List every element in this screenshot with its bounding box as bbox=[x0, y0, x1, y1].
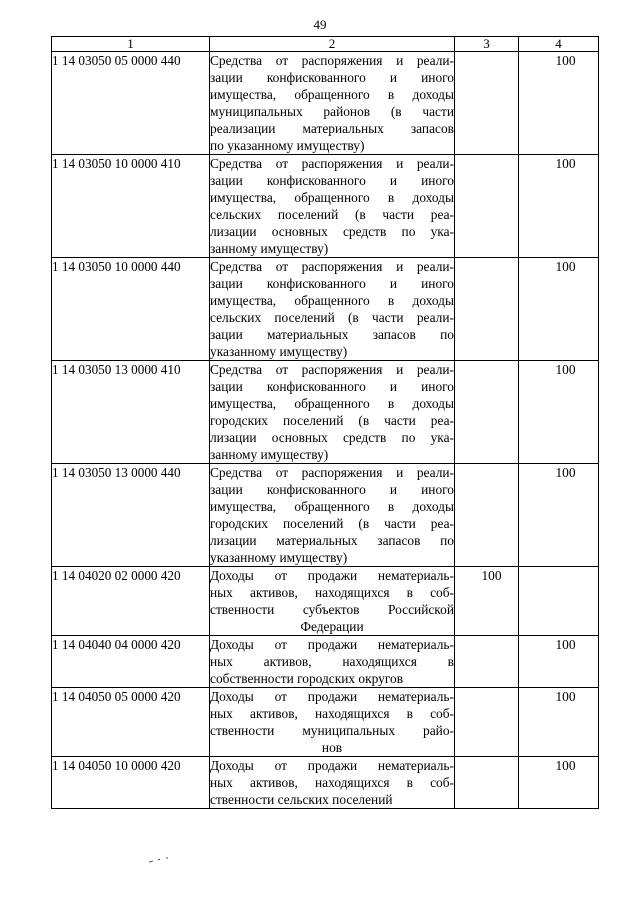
budget-code-cell: 1 14 03050 10 0000 440 bbox=[52, 258, 210, 361]
description-line: Доходы от продажи нематериаль- bbox=[210, 637, 454, 652]
description-line: указанному имуществу) bbox=[210, 550, 348, 565]
table-row bbox=[52, 52, 599, 155]
budget-code-cell: 1 14 04050 10 0000 420 bbox=[52, 757, 210, 809]
description-line: лизации материальных запасов по bbox=[210, 533, 454, 548]
column-4-value: 100 bbox=[555, 465, 576, 480]
budget-code-cell: 1 14 04020 02 0000 420 bbox=[52, 567, 210, 636]
description-line: зации конфискованного и иного bbox=[210, 379, 454, 394]
description-line: Федерации bbox=[300, 619, 364, 634]
column-4-cell bbox=[519, 258, 599, 361]
column-3-cell bbox=[455, 636, 519, 688]
column-4-cell bbox=[519, 361, 599, 464]
description-line: Средства от распоряжения и реали- bbox=[210, 362, 454, 377]
description-line: ственности субъектов Российской bbox=[210, 602, 454, 617]
column-4-cell bbox=[519, 464, 599, 567]
description-line: зации конфискованного и иного bbox=[210, 173, 454, 188]
description-cell bbox=[210, 155, 455, 258]
description-line: ных активов, находящихся в соб- bbox=[210, 706, 454, 721]
description-line: Доходы от продажи нематериаль- bbox=[210, 758, 454, 773]
description-line: имущества, обращенного в доходы bbox=[210, 293, 454, 308]
column-4-cell bbox=[519, 52, 599, 155]
column-4-cell bbox=[519, 636, 599, 688]
description-line: ственности муниципальных райо- bbox=[210, 723, 454, 738]
description-cell bbox=[210, 688, 455, 757]
column-4-cell bbox=[519, 688, 599, 757]
table-row bbox=[52, 688, 599, 757]
description-line: реализации материальных запасов bbox=[210, 121, 454, 136]
description-line: занному имуществу) bbox=[210, 447, 329, 462]
column-4-value: 100 bbox=[555, 637, 576, 652]
budget-code-cell: 1 14 03050 10 0000 410 bbox=[52, 155, 210, 258]
description-cell bbox=[210, 757, 455, 809]
column-4-cell bbox=[519, 155, 599, 258]
ink-mark bbox=[148, 857, 176, 863]
revenue-table bbox=[51, 36, 599, 809]
description-line: зации конфискованного и иного bbox=[210, 70, 454, 85]
description-line: ственности сельских поселений bbox=[210, 792, 393, 807]
column-3-cell bbox=[455, 258, 519, 361]
description-line: Доходы от продажи нематериаль- bbox=[210, 689, 454, 704]
description-line: Средства от распоряжения и реали- bbox=[210, 156, 454, 171]
column-4-value: 100 bbox=[555, 259, 576, 274]
column-3-value: 100 bbox=[481, 568, 502, 583]
budget-code-cell: 1 14 04040 04 0000 420 bbox=[52, 636, 210, 688]
description-line: по указанному имуществу) bbox=[210, 138, 365, 153]
description-cell bbox=[210, 361, 455, 464]
description-cell bbox=[210, 464, 455, 567]
description-line: ных активов, находящихся в соб- bbox=[210, 775, 454, 790]
description-line: лизации основных средств по ука- bbox=[210, 430, 454, 445]
budget-code-cell: 1 14 03050 13 0000 440 bbox=[52, 464, 210, 567]
table-row bbox=[52, 258, 599, 361]
description-line: зации конфискованного и иного bbox=[210, 482, 454, 497]
description-line: городских поселений (в части реа- bbox=[210, 516, 454, 531]
column-3-cell bbox=[455, 688, 519, 757]
page-number: 49 bbox=[313, 17, 327, 32]
description-cell bbox=[210, 258, 455, 361]
table-row bbox=[52, 636, 599, 688]
table-row bbox=[52, 567, 599, 636]
column-number-row bbox=[52, 37, 599, 52]
description-line: занному имуществу) bbox=[210, 241, 329, 256]
description-line: указанному имуществу) bbox=[210, 344, 348, 359]
column-header-4: 4 bbox=[519, 37, 599, 52]
budget-code-cell: 1 14 03050 05 0000 440 bbox=[52, 52, 210, 155]
column-3-cell bbox=[455, 52, 519, 155]
description-line: лизации основных средств по ука- bbox=[210, 224, 454, 239]
column-3-cell bbox=[455, 155, 519, 258]
description-line: имущества, обращенного в доходы bbox=[210, 190, 454, 205]
column-4-value: 100 bbox=[555, 689, 576, 704]
description-line: имущества, обращенного в доходы bbox=[210, 87, 454, 102]
column-4-cell bbox=[519, 757, 599, 809]
budget-code-cell: 1 14 04050 05 0000 420 bbox=[52, 688, 210, 757]
description-line: собственности городских округов bbox=[210, 671, 404, 686]
column-3-cell bbox=[455, 567, 519, 636]
table-body bbox=[52, 52, 599, 809]
description-line: ных активов, находящихся в bbox=[210, 654, 454, 669]
column-3-cell bbox=[455, 464, 519, 567]
budget-code-cell: 1 14 03050 13 0000 410 bbox=[52, 361, 210, 464]
description-line: имущества, обращенного в доходы bbox=[210, 396, 454, 411]
description-line: городских поселений (в части реа- bbox=[210, 413, 454, 428]
description-line: сельских поселений (в части реали- bbox=[210, 310, 454, 325]
column-header-1: 1 bbox=[52, 37, 210, 52]
column-header-3: 3 bbox=[455, 37, 519, 52]
table-row bbox=[52, 155, 599, 258]
description-line: Средства от распоряжения и реали- bbox=[210, 259, 454, 274]
column-3-cell bbox=[455, 361, 519, 464]
column-4-value: 100 bbox=[555, 362, 576, 377]
description-line: нов bbox=[321, 740, 343, 755]
table-row bbox=[52, 361, 599, 464]
description-line: зации материальных запасов по bbox=[210, 327, 454, 342]
description-line: муниципальных районов (в части bbox=[210, 104, 454, 119]
column-header-2: 2 bbox=[210, 37, 455, 52]
description-cell bbox=[210, 567, 455, 636]
description-line: ных активов, находящихся в соб- bbox=[210, 585, 454, 600]
description-line: имущества, обращенного в доходы bbox=[210, 499, 454, 514]
column-3-cell bbox=[455, 757, 519, 809]
column-4-value: 100 bbox=[555, 53, 576, 68]
description-line: Доходы от продажи нематериаль- bbox=[210, 568, 454, 583]
column-4-value: 100 bbox=[555, 156, 576, 171]
description-cell bbox=[210, 52, 455, 155]
description-line: сельских поселений (в части реа- bbox=[210, 207, 454, 222]
table-row bbox=[52, 757, 599, 809]
description-cell bbox=[210, 636, 455, 688]
table-row bbox=[52, 464, 599, 567]
description-line: Средства от распоряжения и реали- bbox=[210, 53, 454, 68]
description-line: Средства от распоряжения и реали- bbox=[210, 465, 454, 480]
column-4-cell bbox=[519, 567, 599, 636]
column-4-value: 100 bbox=[555, 758, 576, 773]
description-line: зации конфискованного и иного bbox=[210, 276, 454, 291]
